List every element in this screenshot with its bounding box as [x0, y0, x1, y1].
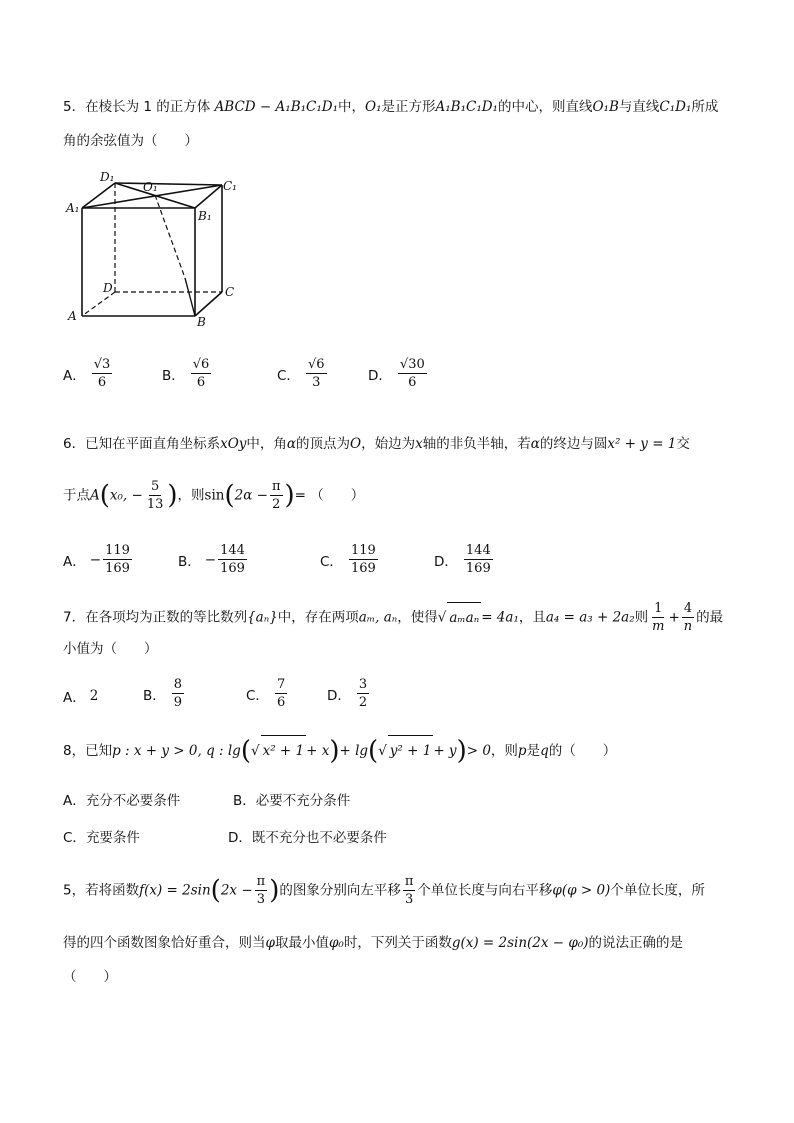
q5-option-a[interactable]: A． $\frac{√3}{6}$ [63, 357, 111, 390]
q5-stem-line1: 5．在棱长为 1 的正方体 ABCD − A₁B₁C₁D₁中，O₁是正方形A₁B₁C₁D₁的中心，则直线O₁B与直线C₁D₁所成 [63, 99, 719, 115]
q5-option-b[interactable]: B． $\frac{√6}{6}$ [162, 357, 210, 390]
q8-option-d[interactable]: D． 既不充分也不必要条件 [228, 830, 387, 846]
q5-option-d[interactable]: D． $\frac{√30}{6}$ [368, 357, 425, 390]
label-D: D [103, 281, 113, 295]
label-D1: D₁ [100, 170, 115, 184]
label-B1: B₁ [198, 209, 212, 223]
q8-option-b[interactable]: B． 必要不充分条件 [233, 793, 351, 809]
q6-option-b[interactable]: B． − $\frac{144}{169}$ [178, 543, 245, 576]
q8-option-c[interactable]: C． 充要条件 [63, 830, 140, 846]
q9-stem-line3: （ ） [63, 969, 117, 985]
q6-option-d[interactable]: D． $\frac{144}{169}$ [434, 543, 491, 576]
q7-stem-line1: 7．在各项均为正数的等比数列{aₙ}中，存在两项aₘ, aₙ，使得√ aₘaₙ = 4a₁，且a₄ = a₃ + 2a₂则 $\frac{1}{m}$ + $\frac{4}{n}$ 的最 [63, 601, 724, 634]
q9-stem-line1: 5，若将函数f(x) = 2sin(2x − $\frac{\pi}{3}$ )的图象分别向左平移 $\frac{\pi}{3}$ 个单位长度与向右平移φ(φ > 0)个单位长度，所 [63, 874, 705, 907]
label-A: A [68, 309, 77, 323]
q7-stem-line2: 小值为（ ） [63, 641, 158, 657]
q7-option-c[interactable]: C． $\frac{7}{6}$ [246, 677, 286, 710]
label-C: C [225, 285, 235, 299]
q6-stem-line1: 6．已知在平面直角坐标系xOy中，角α的顶点为O，始边为x轴的非负半轴，若α的终边与圆x² + y = 1交 [63, 436, 690, 452]
q8-stem: 8，已知p : x + y > 0, q : lg(√ x² + 1 + x)+ lg(√ y² + 1 + y)> 0，则p是q的（ ） [63, 736, 617, 766]
q7-option-a[interactable]: A． 2 [63, 688, 99, 706]
q7-option-d[interactable]: D． $\frac{3}{2}$ [327, 677, 368, 710]
q6-option-a[interactable]: A． − $\frac{119}{169}$ [63, 543, 130, 576]
q9-stem-line2: 得的四个函数图象恰好重合，则当φ取最小值φ₀时，下列关于函数g(x) = 2sin(2x − φ₀)的说法正确的是 [63, 935, 684, 951]
q6-stem-line2: 于点A(x₀, − $\frac{5}{13}$ )，则sin(2α − $\frac{\pi}{2}$ )= （ ） [63, 479, 365, 512]
q5-cube-name: ABCD − A₁B₁C₁D₁ [214, 99, 339, 115]
label-B: B [197, 315, 206, 328]
label-A1: A₁ [66, 201, 80, 215]
q7-option-b[interactable]: B． $\frac{8}{9}$ [143, 677, 183, 710]
label-C1: C₁ [223, 179, 237, 193]
q6-option-c[interactable]: C． $\frac{119}{169}$ [320, 543, 376, 576]
cube-figure [60, 168, 250, 328]
label-O1: O₁ [143, 180, 158, 194]
q5-stem-line2: 角的余弦值为（ ） [63, 133, 198, 149]
q5-option-c[interactable]: C． $\frac{√6}{3}$ [277, 357, 325, 390]
q8-option-a[interactable]: A． 充分不必要条件 [63, 793, 181, 809]
